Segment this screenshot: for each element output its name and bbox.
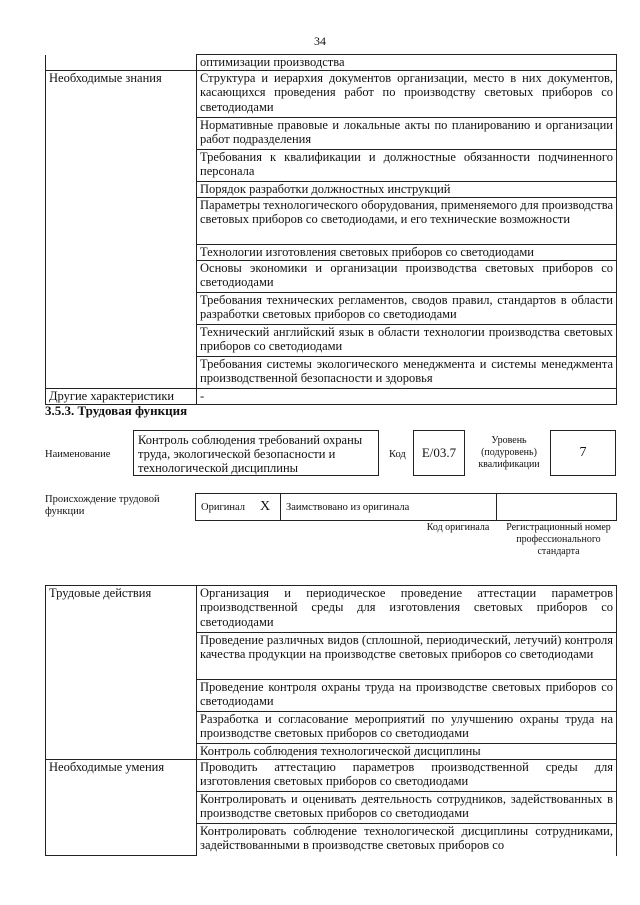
- row-label: Другие характеристики: [46, 389, 197, 405]
- section-title: 3.5.3. Трудовая функция: [45, 403, 188, 418]
- knowledge-table: [45, 54, 617, 405]
- row-text: Порядок разработки должностных инструкций: [197, 182, 617, 198]
- table-row: [46, 586, 617, 633]
- function-code: E/03.7: [413, 430, 465, 476]
- row-text: Технологии изготовления световых приборов со светодиодами: [197, 245, 617, 261]
- reg-caption: Регистрационный номер профессионального стандарта: [506, 522, 611, 557]
- table-row: [46, 71, 617, 118]
- row-text: Проводить аттестацию параметров производственной среды для изготовления световых приборов со светодиодами: [197, 760, 617, 792]
- row-text: -: [197, 389, 617, 405]
- table-row: [46, 760, 617, 792]
- origin-divider: [280, 494, 281, 520]
- row-label: Необходимые умения: [46, 760, 197, 856]
- original-mark: X: [260, 499, 271, 514]
- code-label: Код: [389, 449, 406, 460]
- origin-label: Происхождение трудовой функции: [45, 494, 160, 517]
- origin-box: [195, 493, 617, 521]
- row-text: Нормативные правовые и локальные акты по планированию и организации работ подразделения: [197, 118, 617, 150]
- row-text: Проведение контроля охраны труда на производстве световых приборов со светодиодами: [197, 680, 617, 712]
- table-row: [46, 55, 617, 71]
- page-number: 34: [314, 34, 326, 48]
- row-label: [46, 55, 197, 71]
- row-text: Проведение различных видов (сплошной, периодический, летучий) контроля качества продукции на производстве световых приборов со светодиодами: [197, 633, 617, 680]
- borrowed-label: Заимствовано из оригинала: [286, 502, 410, 513]
- row-text: Разработка и согласование мероприятий по улучшению охраны труда на производстве световых приборов со светодиодами: [197, 712, 617, 744]
- name-label: Наименование: [45, 449, 111, 460]
- function-name: Контроль соблюдения требований охраны труда, экологической безопасности и технологической дисциплины: [133, 430, 379, 476]
- row-text: Контролировать и оценивать деятельность сотрудников, задействованных в производстве световых приборов со светодиодами: [197, 792, 617, 824]
- row-text: Технический английский язык в области технологии производства световых приборов со светодиодами: [197, 325, 617, 357]
- origin-divider: [496, 494, 497, 520]
- row-text: Параметры технологического оборудования, применяемого для производства световых приборов со светодиодами, и его технические возможности: [197, 198, 617, 245]
- level-label: Уровень (подуровень) квалификации: [478, 435, 540, 470]
- row-label: Необходимые знания: [46, 71, 197, 389]
- row-text: Структура и иерархия документов организации, место в них документов, касающихся проведения работ по производству световых приборов со светодиодами: [197, 71, 617, 118]
- row-text: Основы экономики и организации производства световых приборов со светодиодами: [197, 261, 617, 293]
- row-text: Контроль соблюдения технологической дисциплины: [197, 744, 617, 760]
- qualification-level: 7: [550, 430, 616, 476]
- row-text: оптимизации производства: [197, 55, 617, 71]
- actions-table: [45, 585, 617, 856]
- row-label: Трудовые действия: [46, 586, 197, 760]
- row-text: Требования системы экологического менеджмента и системы менеджмента производственной безопасности и здоровья: [197, 357, 617, 389]
- row-text: Организация и периодическое проведение аттестации параметров производственной среды для изготовления световых приборов со светодиодами: [197, 586, 617, 633]
- code-caption: Код оригинала: [426, 522, 490, 533]
- row-text: Контролировать соблюдение технологической дисциплины сотрудниками, задействованными в производстве световых приборов со: [197, 824, 617, 856]
- row-text: Требования технических регламентов, сводов правил, стандартов в области разработки световых приборов со светодиодами: [197, 293, 617, 325]
- row-text: Требования к квалификации и должностные обязанности подчиненного персонала: [197, 150, 617, 182]
- original-label: Оригинал: [201, 502, 245, 513]
